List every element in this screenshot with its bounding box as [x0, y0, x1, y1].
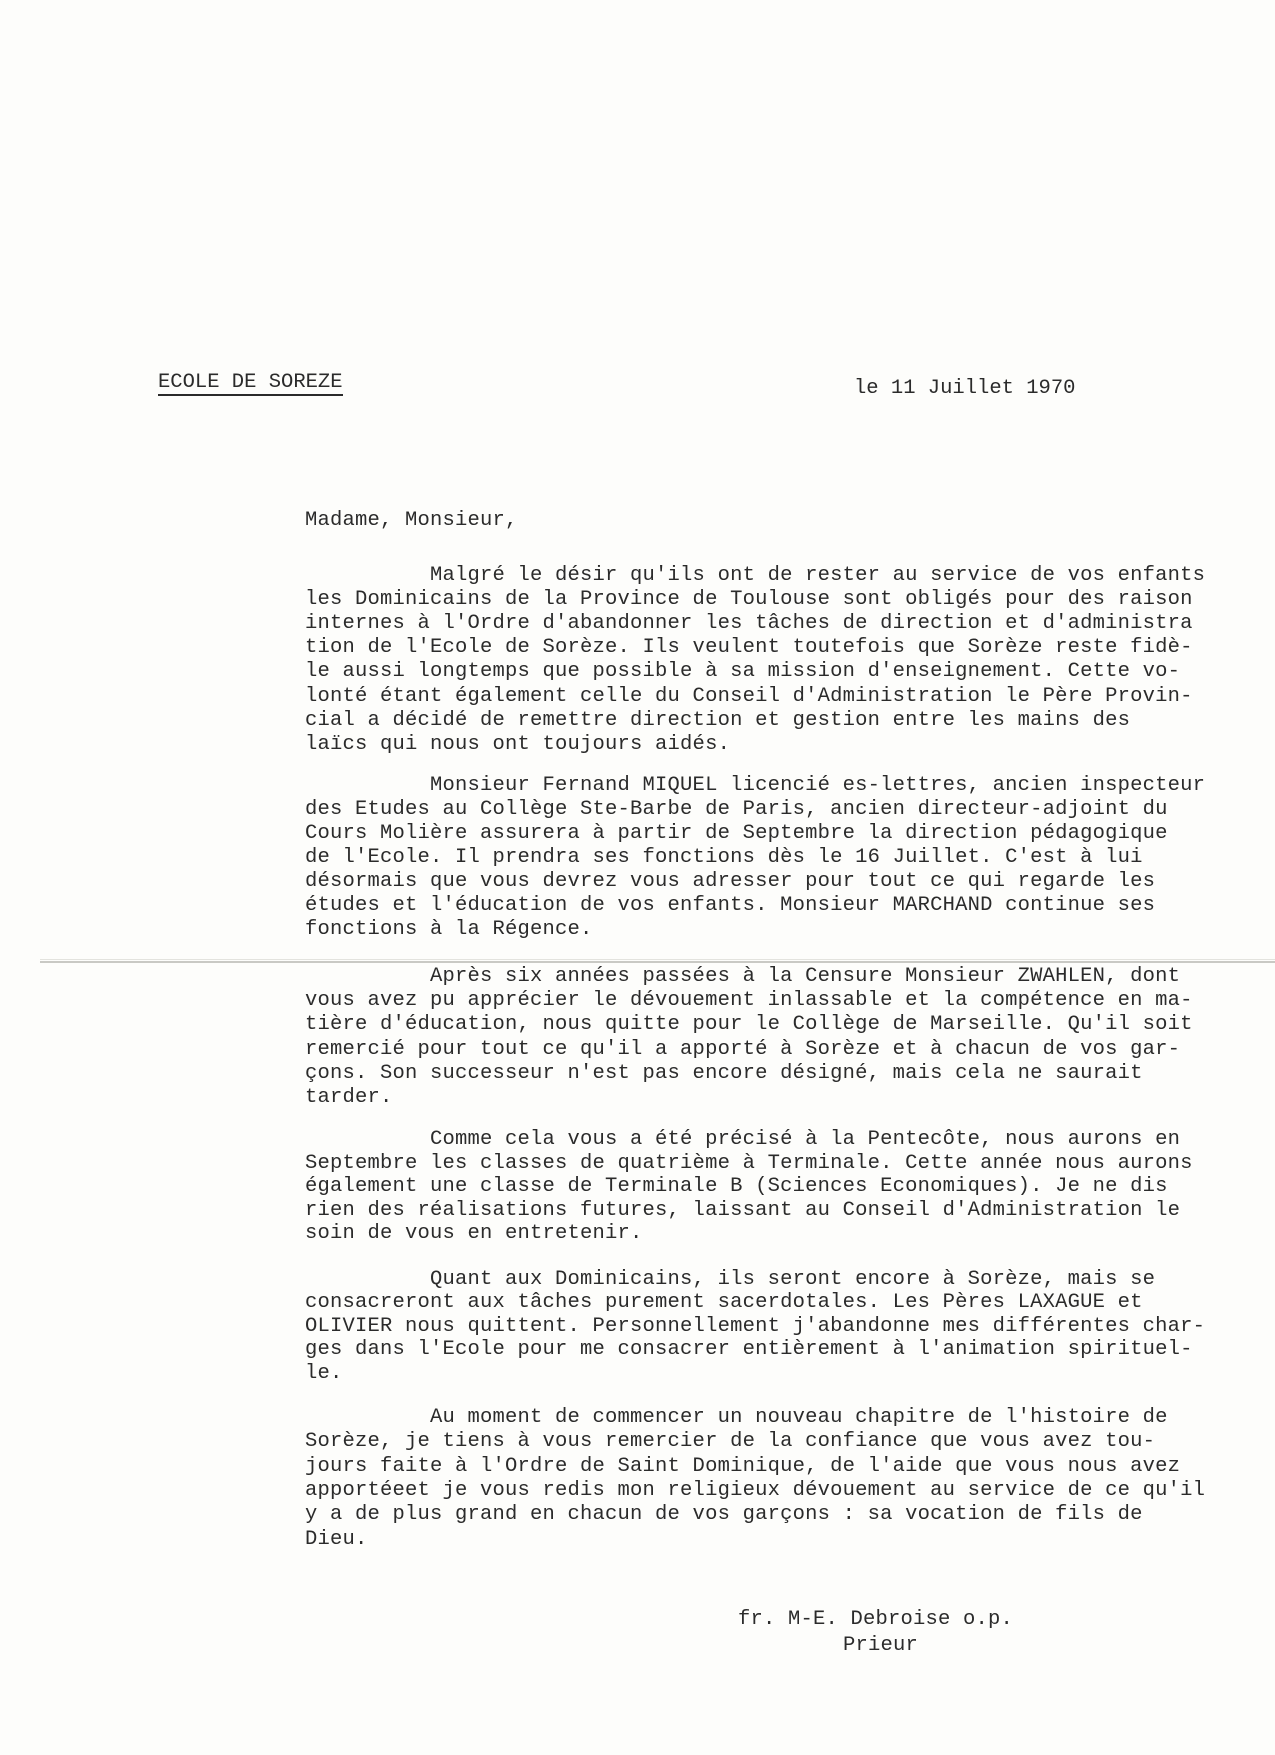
body-line: Quant aux Dominicains, ils seront encore à Sorèze, mais se: [305, 1268, 1156, 1291]
body-line: Septembre les classes de quatrième à Terminale. Cette année nous aurons: [305, 1151, 1193, 1175]
body-line: internes à l'Ordre d'abandonner les tâches de direction et d'administra: [305, 612, 1193, 636]
body-line: Au moment de commencer un nouveau chapitre de l'histoire de: [305, 1406, 1168, 1429]
body-line: Cours Molière assurera à partir de Septembre la direction pédagogique: [305, 822, 1168, 845]
body-line: laïcs qui nous ont toujours aidés.: [305, 732, 731, 756]
paper-fold-line: [40, 959, 1275, 960]
body-line: ges dans l'Ecole pour me consacrer entièrement à l'animation spirituel-: [305, 1338, 1193, 1362]
body-line: Monsieur Fernand MIQUEL licencié es-lettres, ancien inspecteur: [305, 774, 1206, 797]
body-line: cial a décidé de remettre direction et gestion entre les mains des: [305, 708, 1131, 732]
body-line: études et l'éducation de vos enfants. Monsieur MARCHAND continue ses: [305, 894, 1156, 917]
body-line: apportéeet je vous redis mon religieux dévouement au service de ce qu'il: [305, 1478, 1206, 1502]
letter-date: le 11 Juillet 1970: [854, 377, 1076, 400]
body-line: jours faite à l'Ordre de Saint Dominique, de l'aide que vous nous avez: [305, 1454, 1181, 1478]
body-line: remercié pour tout ce qu'il a apporté à Sorèze et à chacun de vos gar-: [305, 1037, 1181, 1061]
body-line: également une classe de Terminale B (Sciences Economiques). Je ne dis: [305, 1175, 1168, 1199]
body-line: Après six années passées à la Censure Monsieur ZWAHLEN, dont: [305, 965, 1181, 988]
body-line: tion de l'Ecole de Sorèze. Ils veulent toutefois que Sorèze reste fidè-: [305, 636, 1193, 660]
body-line: y a de plus grand en chacun de vos garçons : sa vocation de fils de: [305, 1503, 1143, 1527]
body-line: OLIVIER nous quittent. Personnellement j'abandonne mes différentes char-: [305, 1314, 1206, 1338]
body-line: Comme cela vous a été précisé à la Pentecôte, nous aurons en: [305, 1128, 1181, 1151]
body-line: des Etudes au Collège Ste-Barbe de Paris, ancien directeur-adjoint du: [305, 798, 1168, 821]
body-line: désormais que vous devrez vous adresser pour tout ce qui regarde les: [305, 870, 1156, 893]
body-line: Malgré le désir qu'ils ont de rester au service de vos enfants: [305, 564, 1206, 587]
signature-name: fr. M-E. Debroise o.p.: [738, 1608, 1014, 1631]
body-line: Dieu.: [305, 1527, 368, 1551]
body-line: consacreront aux tâches purement sacerdotales. Les Pères LAXAGUE et: [305, 1291, 1143, 1315]
body-line: fonctions à la Régence.: [305, 918, 593, 941]
body-line: Sorèze, je tiens à vous remercier de la confiance que vous avez tou-: [305, 1430, 1156, 1454]
body-line: les Dominicains de la Province de Toulouse sont obligés pour des raison: [305, 588, 1193, 612]
school-letterhead: ECOLE DE SOREZE: [158, 371, 343, 394]
body-line: le aussi longtemps que possible à sa mission d'enseignement. Cette vo-: [305, 660, 1181, 684]
body-line: tarder.: [305, 1086, 393, 1109]
body-line: tière d'éducation, nous quitte pour le Collège de Marseille. Qu'il soit: [305, 1013, 1193, 1037]
salutation: Madame, Monsieur,: [305, 509, 518, 532]
body-line: vous avez pu apprécier le dévouement inlassable et la compétence en ma-: [305, 989, 1193, 1013]
paper-fold-line-shadow: [40, 961, 1275, 963]
body-line: çons. Son successeur n'est pas encore désigné, mais cela ne saurait: [305, 1061, 1143, 1085]
body-line: rien des réalisations futures, laissant au Conseil d'Administration le: [305, 1198, 1181, 1222]
body-line: lonté étant également celle du Conseil d'Administration le Père Provin-: [305, 684, 1193, 708]
body-line: le.: [305, 1361, 343, 1385]
signature-title: Prieur: [843, 1634, 919, 1657]
body-line: soin de vous en entretenir.: [305, 1222, 643, 1246]
body-line: de l'Ecole. Il prendra ses fonctions dès le 16 Juillet. C'est à lui: [305, 846, 1143, 869]
